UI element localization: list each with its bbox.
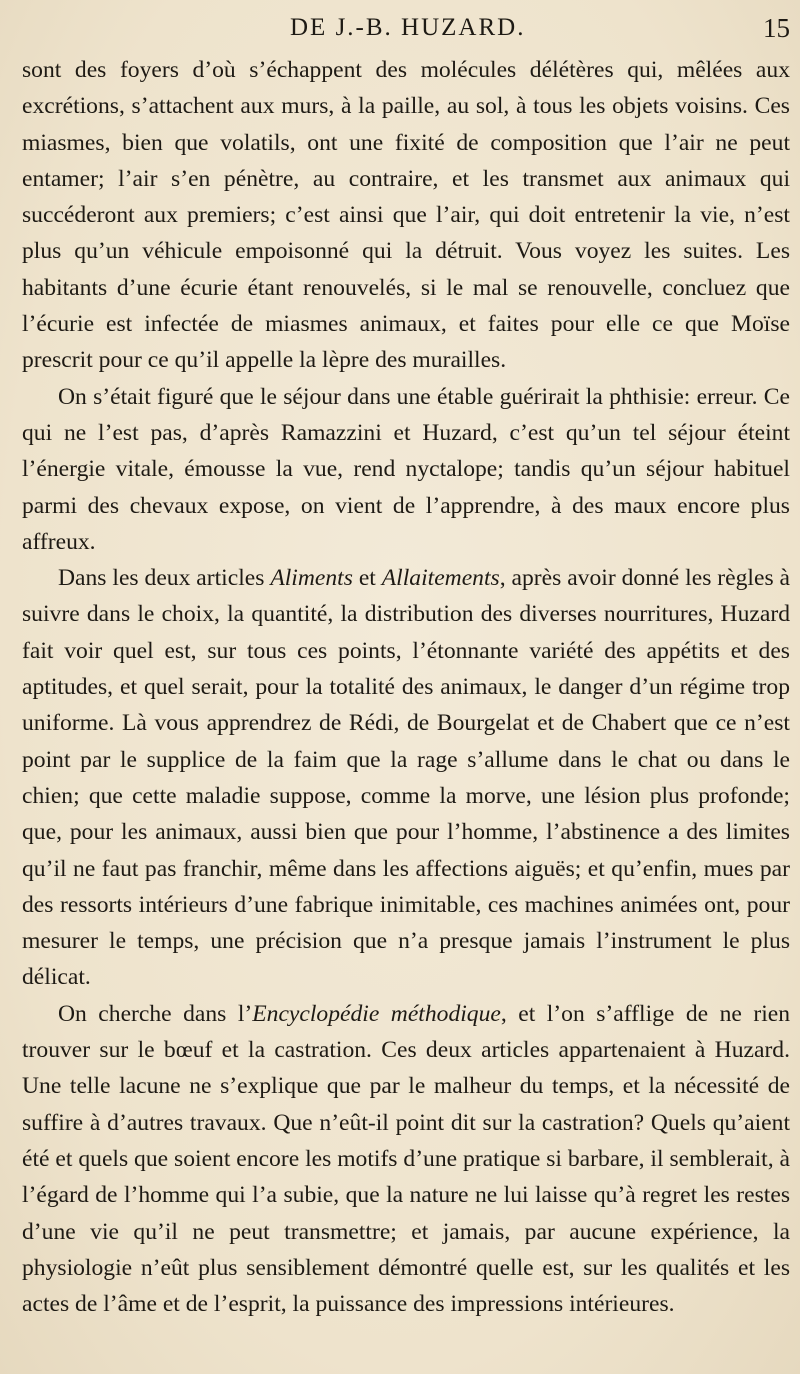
- body-text: [22, 52, 790, 1322]
- encyclopedie-title: Encyclopédie méthodique: [252, 1000, 501, 1027]
- paragraph-3-conjunction: et: [352, 565, 382, 592]
- page-number: 15: [763, 13, 790, 43]
- article-title-aliments: Aliments: [270, 565, 353, 592]
- paragraph-2: On s’était figuré que le séjour dans une étable guérirait la phthisie: erreur. Ce qui ne l’est pas, d’après Ramazzini et Huzard, c’est qu’un tel séjour éteint l’énergie vitale, émousse la vue, rend nyctalope; tandis qu’un séjour habituel parmi des chevaux expose, on vient de l’apprendre, à des maux encore plus affreux.: [22, 383, 790, 555]
- paragraph-3: [22, 560, 790, 996]
- paragraph-4: [22, 996, 790, 1323]
- running-head: [60, 8, 790, 48]
- paragraph-3-text-start: Dans les deux articles: [58, 565, 271, 592]
- paragraph-3-text-rest: , après avoir donné les règles à suivre dans le choix, la quantité, la distribution des diverses nourritures, Huzard fait voir quel est, sur tous ces points, l’étonnante variété des appétits et des aptitudes, et quel serait, pour la totalité des animaux, le danger d’un régime trop uniforme. Là vous apprendrez de Rédi, de Bourgelat et de Chabert que ce n’est point par le supplice de la faim que la rage s’allume dans le chat ou dans le chien; que cette maladie suppose, comme la morve, une lésion plus profonde; que, pour les animaux, aussi bien que pour l’homme, l’abstinence a des limites qu’il ne faut pas franchir, même dans les affections aiguës; et qu’enfin, mues par des ressorts intérieurs d’une fabrique inimitable, ces machines animées ont, pour mesurer le temps, une précision que n’a presque jamais l’instrument le plus délicat.: [22, 565, 791, 991]
- running-title: DE J.-B. HUZARD.: [290, 14, 526, 41]
- paragraph-4-text-start: On cherche dans l’: [58, 1000, 253, 1027]
- paragraph-4-text-rest: , et l’on s’afflige de ne rien trouver sur le bœuf et la castration. Ces deux articles appartenaient à Huzard. Une telle lacune ne s’explique que par le malheur du temps, et la nécessité de suffire à d’autres travaux. Que n’eût-il point dit sur la castration? Quels qu’aient été et quels que soient encore les motifs d’une pratique si barbare, il semblerait, à l’égard de l’homme qui l’a subie, que la nature ne lui laisse qu’à regret les restes d’une vie qu’il ne peut transmettre; et jamais, par aucune expérience, la physiologie n’eût plus sensiblement démontré quelle est, sur les qualités et les actes de l’âme et de l’esprit, la puissance des impressions intérieures.: [22, 1000, 791, 1318]
- paragraph-1: sont des foyers d’où s’échappent des molécules délétères qui, mêlées aux excrétions, s’attachent aux murs, à la paille, au sol, à tous les objets voisins. Ces miasmes, bien que volatils, ont une fixité de composition que l’air ne peut entamer; l’air s’en pénètre, au contraire, et les transmet aux animaux qui succéderont aux premiers; c’est ainsi que l’air, qui doit entretenir la vie, n’est plus qu’un véhicule empoisonné qui la détruit. Vous voyez les suites. Les habitants d’une écurie étant renouvelés, si le mal se renouvelle, concluez que l’écurie est infectée de miasmes animaux, et faites pour elle ce que Moïse prescrit pour ce qu’il appelle la lèpre des murailles.: [22, 57, 790, 374]
- article-title-allaitements: Allaitements: [381, 565, 500, 592]
